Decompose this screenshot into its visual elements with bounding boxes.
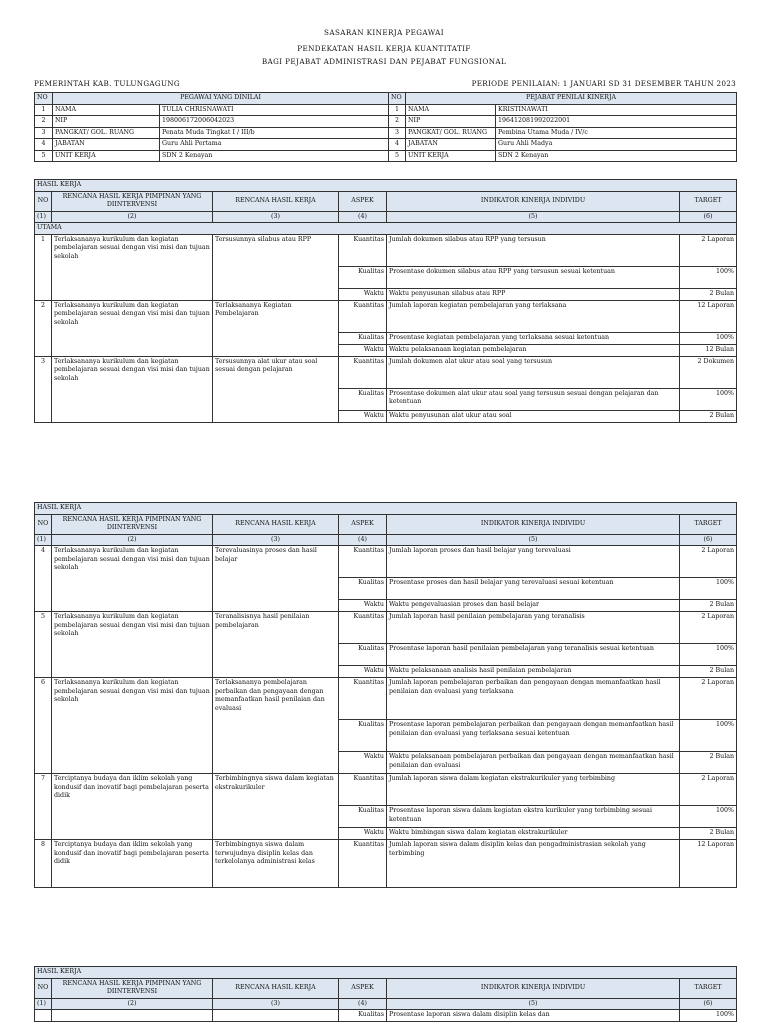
identity-label: NIP <box>53 116 160 128</box>
col-number: (1) <box>35 534 52 546</box>
table-row <box>35 356 737 388</box>
hasil-kerja-table-3 <box>34 966 737 1022</box>
aspek-cell: Kuantitas <box>339 840 387 888</box>
pegawai-value: SDN 2 Kenayan <box>160 150 389 162</box>
target-cell: 2 Bulan <box>680 600 737 612</box>
table-row <box>35 840 737 888</box>
hasil-kerja-label: HASIL KERJA <box>35 180 737 192</box>
identity-label: JABATAN <box>53 139 160 151</box>
aspek-cell: Waktu <box>339 828 387 840</box>
indikator-cell: Jumlah dokumen silabus atau RPP yang tersusun <box>387 234 680 266</box>
identity-row <box>35 116 737 128</box>
target-cell: 12 Laporan <box>680 300 737 332</box>
rhk-pimpinan-cell: Terlaksananya kurikulum dan kegiatan pembelajaran sesuai dengan visi misi dan tujuan sekolah <box>52 300 213 356</box>
indikator-cell: Jumlah laporan kegiatan pembelajaran yang terlaksana <box>387 300 680 332</box>
aspek-cell: Kualitas <box>339 578 387 600</box>
indikator-cell: Waktu pelaksanaan pembelajaran perbaikan dan pengayaan dengan memanfaatkan hasil penilaian dan evaluasi <box>387 752 680 774</box>
identity-no-right: 3 <box>389 127 406 139</box>
indikator-cell: Prosentase laporan siswa dalam disiplin kelas dan <box>387 1010 680 1022</box>
target-cell: 2 Bulan <box>680 288 737 300</box>
identity-label: UNIT KERJA <box>53 150 160 162</box>
target-cell: 12 Bulan <box>680 344 737 356</box>
col-indikator-header: INDIKATOR KINERJA INDIVIDU <box>387 978 680 998</box>
identity-label-right: PANGKAT/ GOL. RUANG <box>406 127 496 139</box>
col-number: (5) <box>387 534 680 546</box>
aspek-cell: Waktu <box>339 344 387 356</box>
target-cell: 100% <box>680 1010 737 1022</box>
indikator-cell: Prosentase laporan siswa dalam kegiatan ekstra kurikuler yang terbimbing sesuai ketentuan <box>387 806 680 828</box>
identity-no-right: 1 <box>389 104 406 116</box>
col-rhk-header: RENCANA HASIL KERJA <box>213 191 339 211</box>
col-number: (6) <box>680 534 737 546</box>
identity-no-right: 2 <box>389 116 406 128</box>
identity-label-right: JABATAN <box>406 139 496 151</box>
pemerintah-label: PEMERINTAH KAB. TULUNGAGUNG <box>34 79 180 88</box>
aspek-cell: Waktu <box>339 752 387 774</box>
indikator-cell: Jumlah laporan pembelajaran perbaikan dan pengayaan dengan memanfaatkan hasil penilaian dan evaluasi yang terlaksana <box>387 678 680 720</box>
indikator-cell: Jumlah laporan proses dan hasil belajar yang terevaluasi <box>387 546 680 578</box>
pegawai-value: TULIA CHRISNAWATI <box>160 104 389 116</box>
col-target-header: TARGET <box>680 191 737 211</box>
indikator-cell: Jumlah laporan siswa dalam kegiatan ekstrakurikuler yang terbimbing <box>387 774 680 806</box>
identity-table <box>34 92 737 162</box>
target-cell: 12 Laporan <box>680 840 737 888</box>
identity-no: 5 <box>35 150 53 162</box>
col-number: (2) <box>52 998 213 1010</box>
table-row <box>35 1010 737 1022</box>
pegawai-header: PEGAWAI YANG DINILAI <box>53 93 389 105</box>
aspek-cell: Kuantitas <box>339 678 387 720</box>
rhk-cell: Terevaluasinya proses dan hasil belajar <box>213 546 339 612</box>
target-cell: 100% <box>680 578 737 600</box>
indikator-cell: Waktu penyusunan alat ukur atau soal <box>387 410 680 422</box>
indikator-cell: Prosentase laporan hasil penilaian pembelajaran yang teranalisis sesuai ketentuan <box>387 644 680 666</box>
item-no <box>35 1010 52 1022</box>
rhk-cell: Tersusunnya alat ukur atau soal sesuai dengan pelajaran <box>213 356 339 422</box>
col-no-header: NO <box>35 978 52 998</box>
col-number: (3) <box>213 998 339 1010</box>
col-number: (6) <box>680 211 737 223</box>
penilai-value: KRISTINAWATI <box>496 104 737 116</box>
target-cell: 100% <box>680 644 737 666</box>
rhk-cell: Terbimbingnya siswa dalam kegiatan ekstrakurikuler <box>213 774 339 840</box>
col-aspek-header: ASPEK <box>339 514 387 534</box>
item-no: 8 <box>35 840 52 888</box>
doc-title: SASARAN KINERJA PEGAWAI <box>324 28 444 37</box>
identity-no: 1 <box>35 104 53 116</box>
penilai-value: Guru Ahli Madya <box>496 139 737 151</box>
rhk-cell <box>213 1010 339 1022</box>
penilai-value: Pembina Utama Muda / IV/c <box>496 127 737 139</box>
indikator-cell: Waktu pelaksanaan analisis hasil penilaian pembelajaran <box>387 666 680 678</box>
doc-subtitle-2: BAGI PEJABAT ADMINISTRASI DAN PEJABAT FUNGSIONAL <box>261 57 507 66</box>
indikator-cell: Waktu penyusunan silabus atau RPP <box>387 288 680 300</box>
identity-row <box>35 139 737 151</box>
identity-no-header: NO <box>35 93 53 105</box>
hasil-kerja-table-1 <box>34 179 737 423</box>
col-indikator-header: INDIKATOR KINERJA INDIVIDU <box>387 191 680 211</box>
item-no: 3 <box>35 356 52 422</box>
target-cell: 2 Dokumen <box>680 356 737 388</box>
table-row <box>35 300 737 332</box>
rhk-cell: Tersusunnya silabus atau RPP <box>213 234 339 300</box>
periode-label: PERIODE PENILAIAN: 1 JANUARI SD 31 DESEMBER TAHUN 2023 <box>471 79 736 88</box>
col-aspek-header: ASPEK <box>339 191 387 211</box>
aspek-cell: Kualitas <box>339 266 387 288</box>
col-no-header: NO <box>35 514 52 534</box>
identity-label-right: UNIT KERJA <box>406 150 496 162</box>
identity-no: 4 <box>35 139 53 151</box>
item-no: 1 <box>35 234 52 300</box>
target-cell: 100% <box>680 266 737 288</box>
target-cell: 2 Bulan <box>680 410 737 422</box>
col-number: (3) <box>213 211 339 223</box>
col-no-header: NO <box>35 191 52 211</box>
aspek-cell: Kualitas <box>339 644 387 666</box>
identity-no: 2 <box>35 116 53 128</box>
doc-subtitle: PENDEKATAN HASIL KERJA KUANTITATIF <box>297 44 471 53</box>
aspek-cell: Kuantitas <box>339 300 387 332</box>
utama-label: UTAMA <box>35 223 737 235</box>
aspek-cell: Waktu <box>339 666 387 678</box>
target-cell: 2 Laporan <box>680 774 737 806</box>
rhk-cell: Teranalisisnya hasil penilaian pembelajaran <box>213 612 339 678</box>
col-number: (4) <box>339 211 387 223</box>
aspek-cell: Kuantitas <box>339 356 387 388</box>
aspek-cell: Kuantitas <box>339 612 387 644</box>
indikator-cell: Waktu bimbingan siswa dalam kegiatan ekstrakurikuler <box>387 828 680 840</box>
aspek-cell: Waktu <box>339 288 387 300</box>
target-cell: 100% <box>680 388 737 410</box>
identity-label: PANGKAT/ GOL. RUANG <box>53 127 160 139</box>
identity-no-right: 5 <box>389 150 406 162</box>
target-cell: 2 Bulan <box>680 752 737 774</box>
identity-label-right: NIP <box>406 116 496 128</box>
hasil-kerja-table-2 <box>34 502 737 888</box>
rhk-pimpinan-cell: Terlaksananya kurikulum dan kegiatan pembelajaran sesuai dengan visi misi dan tujuan sekolah <box>52 356 213 422</box>
col-number: (1) <box>35 211 52 223</box>
rhk-pimpinan-cell: Terciptanya budaya dan iklim sekolah yang kondusif dan inovatif bagi pembelajaran peserta didik <box>52 840 213 888</box>
col-number: (5) <box>387 998 680 1010</box>
col-number: (2) <box>52 534 213 546</box>
col-number: (3) <box>213 534 339 546</box>
target-cell: 100% <box>680 332 737 344</box>
col-rhk-pimpinan-header: RENCANA HASIL KERJA PIMPINAN YANG DIINTERVENSI <box>52 191 213 211</box>
rhk-pimpinan-cell <box>52 1010 213 1022</box>
hasil-kerja-label: HASIL KERJA <box>35 503 737 515</box>
hasil-kerja-label: HASIL KERJA <box>35 967 737 979</box>
table-row <box>35 774 737 806</box>
col-number: (4) <box>339 998 387 1010</box>
identity-row <box>35 127 737 139</box>
pegawai-value: Penata Muda Tingkat I / III/b <box>160 127 389 139</box>
rhk-pimpinan-cell: Terlaksananya kurikulum dan kegiatan pembelajaran sesuai dengan visi misi dan tujuan sekolah <box>52 546 213 612</box>
target-cell: 100% <box>680 720 737 752</box>
item-no: 4 <box>35 546 52 612</box>
table-row <box>35 678 737 720</box>
identity-label-right: NAMA <box>406 104 496 116</box>
col-number: (4) <box>339 534 387 546</box>
col-rhk-pimpinan-header: RENCANA HASIL KERJA PIMPINAN YANG DIINTERVENSI <box>52 514 213 534</box>
penilai-header: PEJABAT PENILAI KINERJA <box>406 93 737 105</box>
pegawai-value: Guru Ahli Pertama <box>160 139 389 151</box>
target-cell: 2 Laporan <box>680 612 737 644</box>
table-row <box>35 546 737 578</box>
item-no: 7 <box>35 774 52 840</box>
col-number: (1) <box>35 998 52 1010</box>
identity-no-header-right: NO <box>389 93 406 105</box>
target-cell: 2 Laporan <box>680 234 737 266</box>
identity-row <box>35 150 737 162</box>
aspek-cell: Waktu <box>339 600 387 612</box>
rhk-pimpinan-cell: Terlaksananya kurikulum dan kegiatan pembelajaran sesuai dengan visi misi dan tujuan sekolah <box>52 678 213 774</box>
item-no: 6 <box>35 678 52 774</box>
indikator-cell: Prosentase laporan pembelajaran perbaikan dan pengayaan dengan memanfaatkan hasil penilaian dan evaluasi yang terlaksana sesuai ketentuan <box>387 720 680 752</box>
col-indikator-header: INDIKATOR KINERJA INDIVIDU <box>387 514 680 534</box>
identity-row <box>35 104 737 116</box>
identity-no: 3 <box>35 127 53 139</box>
target-cell: 2 Bulan <box>680 828 737 840</box>
indikator-cell: Prosentase dokumen silabus atau RPP yang tersusun sesuai ketentuan <box>387 266 680 288</box>
col-number: (6) <box>680 998 737 1010</box>
col-rhk-header: RENCANA HASIL KERJA <box>213 978 339 998</box>
aspek-cell: Kuantitas <box>339 774 387 806</box>
aspek-cell: Kualitas <box>339 806 387 828</box>
rhk-pimpinan-cell: Terlaksananya kurikulum dan kegiatan pembelajaran sesuai dengan visi misi dan tujuan sekolah <box>52 612 213 678</box>
penilai-value: 196412081992022001 <box>496 116 737 128</box>
indikator-cell: Waktu pelaksanaan kegiatan pembelajaran <box>387 344 680 356</box>
aspek-cell: Kualitas <box>339 1010 387 1022</box>
item-no: 5 <box>35 612 52 678</box>
indikator-cell: Prosentase kegiatan pembelajaran yang terlaksana sesuai ketentuan <box>387 332 680 344</box>
pegawai-value: 198006172006042023 <box>160 116 389 128</box>
indikator-cell: Prosentase proses dan hasil belajar yang terevaluasi sesuai ketentuan <box>387 578 680 600</box>
rhk-pimpinan-cell: Terciptanya budaya dan iklim sekolah yang kondusif dan inovatif bagi pembelajaran peserta didik <box>52 774 213 840</box>
table-row <box>35 234 737 266</box>
target-cell: 100% <box>680 806 737 828</box>
rhk-cell: Terlaksananya Kegiatan Pembelajaran <box>213 300 339 356</box>
col-rhk-pimpinan-header: RENCANA HASIL KERJA PIMPINAN YANG DIINTERVENSI <box>52 978 213 998</box>
target-cell: 2 Bulan <box>680 666 737 678</box>
indikator-cell: Waktu pengevaluasian proses dan hasil belajar <box>387 600 680 612</box>
col-rhk-header: RENCANA HASIL KERJA <box>213 514 339 534</box>
aspek-cell: Kuantitas <box>339 546 387 578</box>
col-aspek-header: ASPEK <box>339 978 387 998</box>
aspek-cell: Kualitas <box>339 720 387 752</box>
aspek-cell: Kualitas <box>339 388 387 410</box>
rhk-cell: Terbimbingnya siswa dalam terwujudnya disiplin kelas dan terkelolanya administrasi kelas <box>213 840 339 888</box>
table-row <box>35 612 737 644</box>
col-number: (5) <box>387 211 680 223</box>
rhk-cell: Terlaksananya pembelajaran perbaikan dan pengayaan dengan memanfaatkan hasil penilaian dan evaluasi <box>213 678 339 774</box>
identity-label: NAMA <box>53 104 160 116</box>
aspek-cell: Kualitas <box>339 332 387 344</box>
col-target-header: TARGET <box>680 978 737 998</box>
col-target-header: TARGET <box>680 514 737 534</box>
indikator-cell: Jumlah laporan siswa dalam disiplin kelas dan pengadministrasian sekolah yang terbimbing <box>387 840 680 888</box>
col-number: (2) <box>52 211 213 223</box>
rhk-pimpinan-cell: Terlaksananya kurikulum dan kegiatan pembelajaran sesuai dengan visi misi dan tujuan sekolah <box>52 234 213 300</box>
penilai-value: SDN 2 Kenayan <box>496 150 737 162</box>
aspek-cell: Kuantitas <box>339 234 387 266</box>
indikator-cell: Prosentase dokumen alat ukur atau soal yang tersusun sesuai dengan pelajaran dan ketentuan <box>387 388 680 410</box>
aspek-cell: Waktu <box>339 410 387 422</box>
indikator-cell: Jumlah dokumen alat ukur atau soal yang tersusun <box>387 356 680 388</box>
identity-no-right: 4 <box>389 139 406 151</box>
target-cell: 2 Laporan <box>680 678 737 720</box>
item-no: 2 <box>35 300 52 356</box>
indikator-cell: Jumlah laporan hasil penilaian pembelajaran yang teranalisis <box>387 612 680 644</box>
target-cell: 2 Laporan <box>680 546 737 578</box>
